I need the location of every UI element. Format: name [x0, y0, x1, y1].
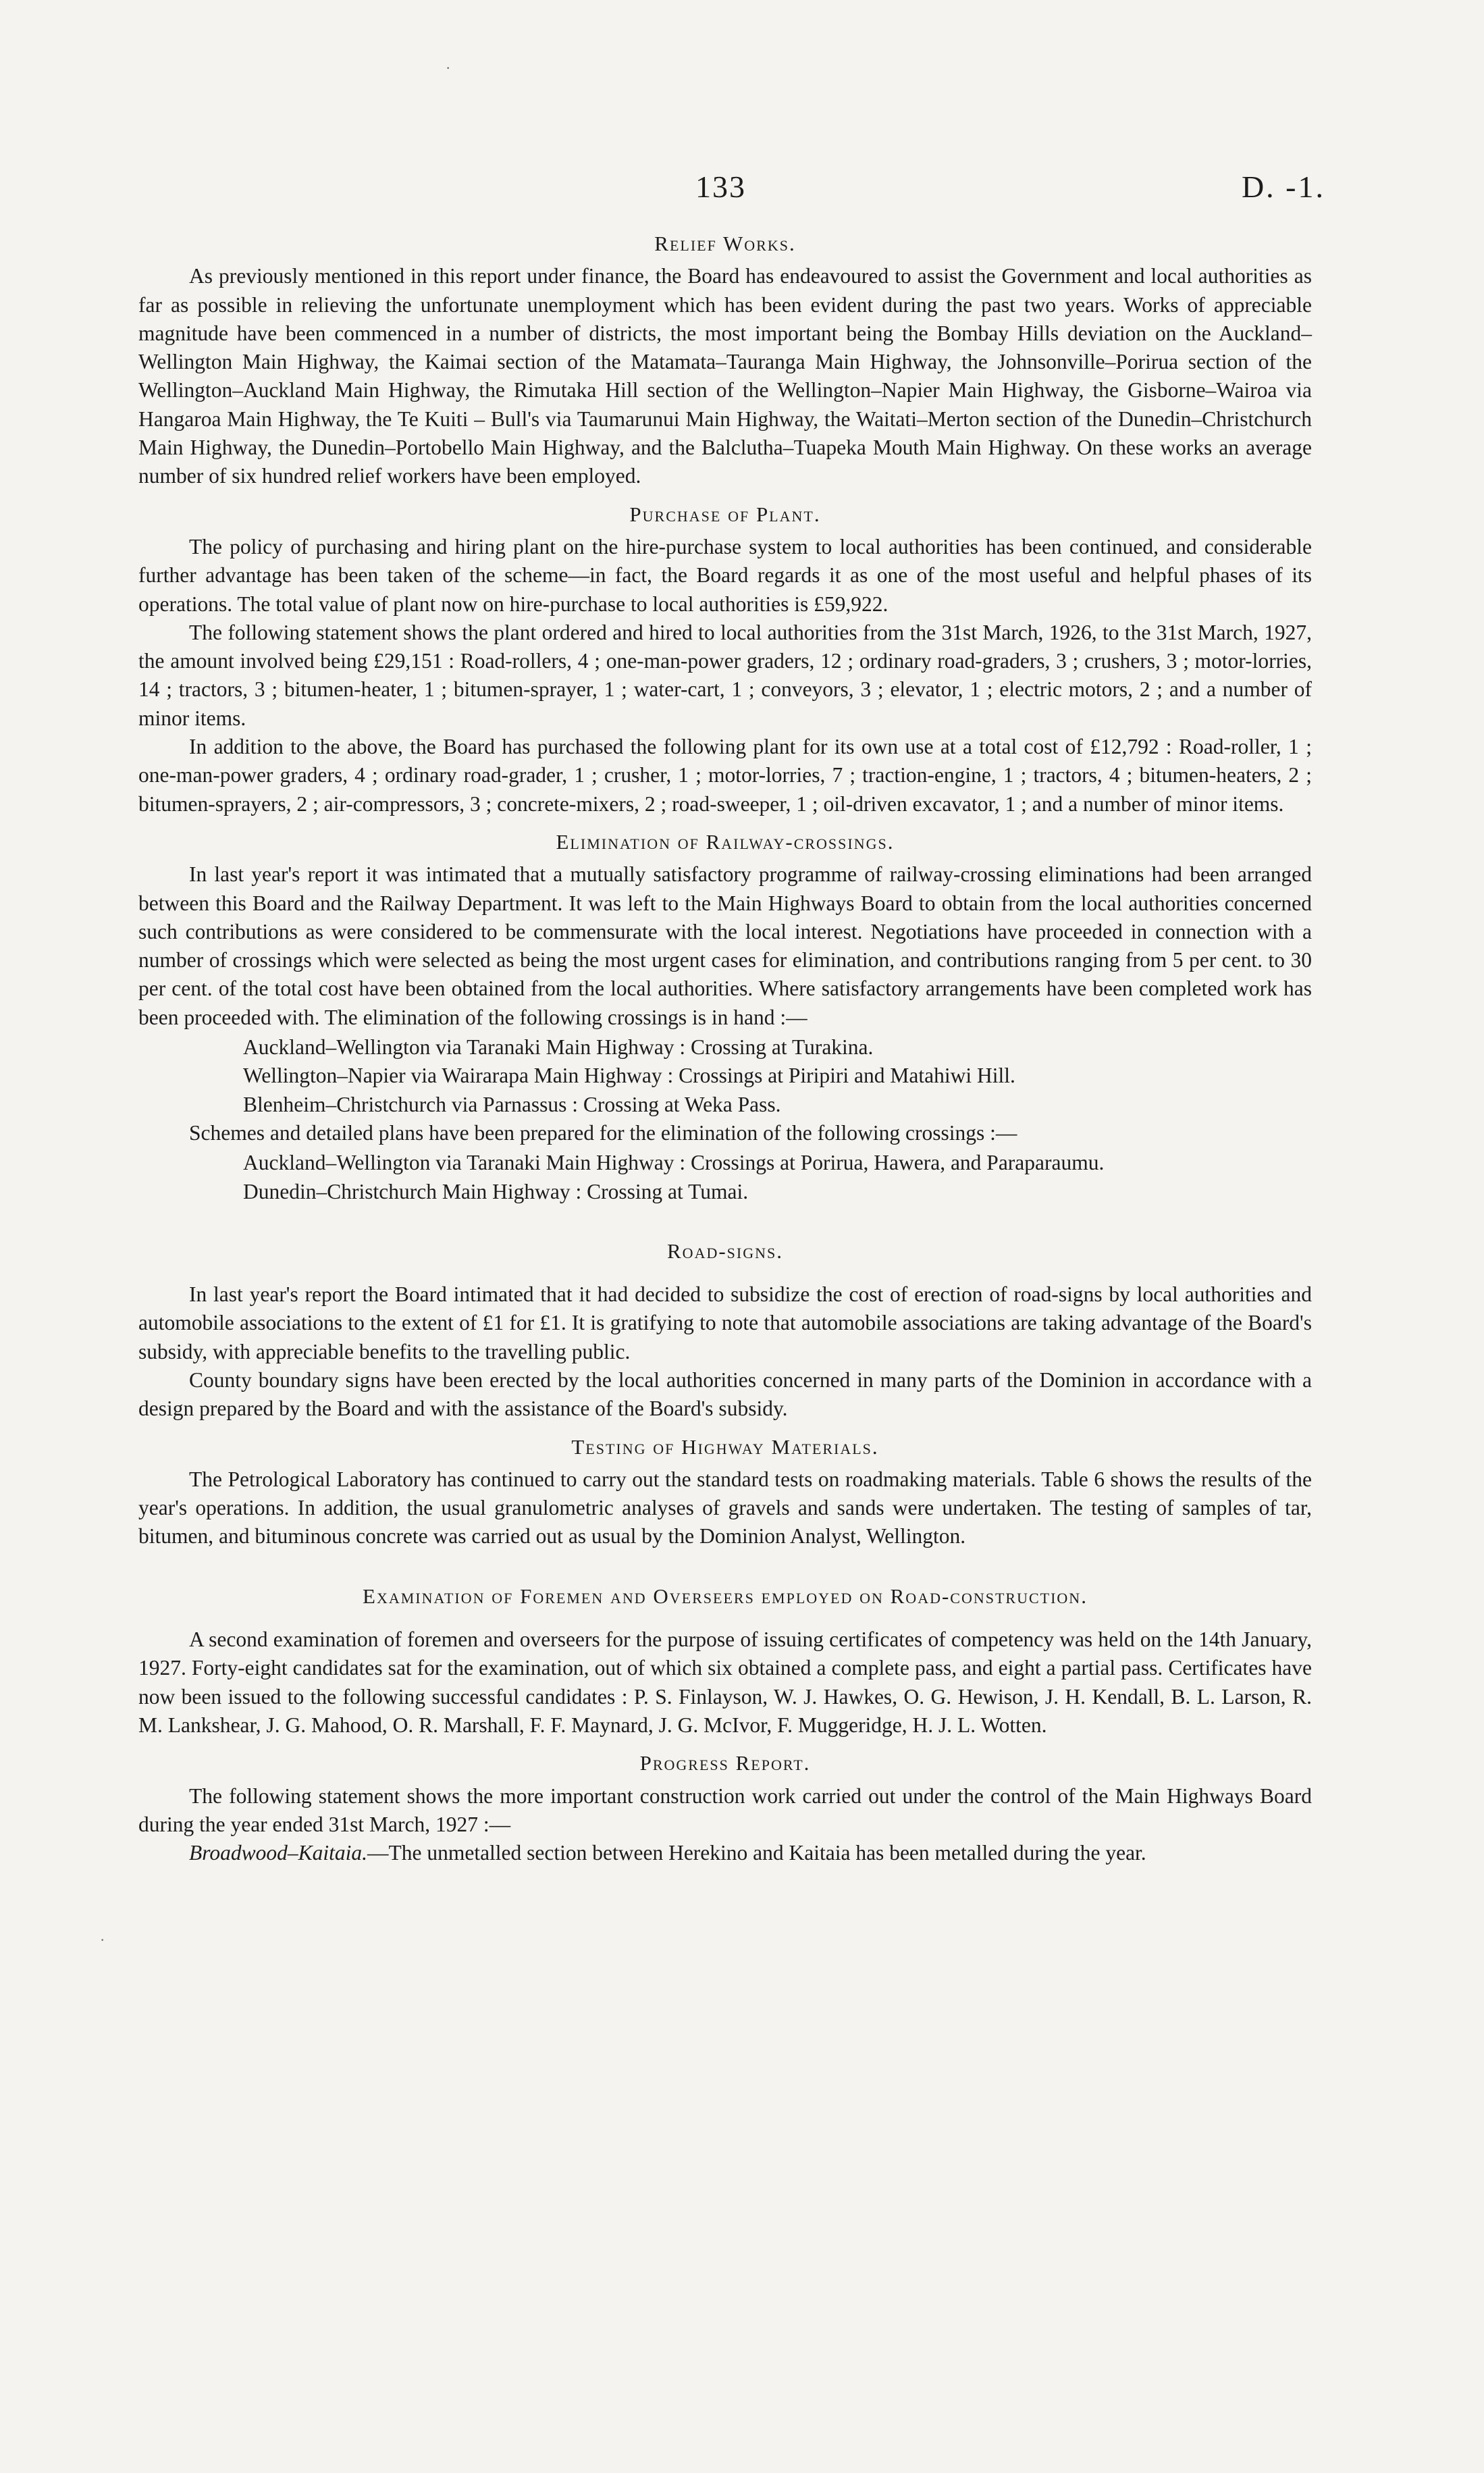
heading-purchase-of-plant: Purchase of Plant. — [629, 502, 821, 526]
plant-paragraph-2: The following statement shows the plant ordered and hired to local authorities from the 31st March, 1926, to the 31st March, 1927, the amount involved being £29,151 : Road-rollers, 4 ; one-man-power graders, 12 ; ordinary road-graders, 3 ; crushers, 3 ; motor-lorries, 14 ; tractors, 3 ; bitumen-heater, 1 ; bitumen-sprayer, 1 ; water-cart, 1 ; conveyors, 3 ; elevator, 1 ; electric motors, 2 ; and a number of minor items. — [138, 620, 1312, 730]
progress-entry — [138, 1839, 1312, 1867]
progress-entry-title: Broadwood–Kaitaia. — [189, 1841, 367, 1865]
heading-testing-materials: Testing of Highway Materials. — [571, 1434, 879, 1459]
list-item: Blenheim–Christchurch via Parnassus : Crossing at Weka Pass. — [243, 1092, 781, 1116]
list-item: Auckland–Wellington via Taranaki Main Highway : Crossings at Porirua, Hawera, and Paraparaumu. — [243, 1151, 1105, 1175]
list-item: Wellington–Napier via Wairarapa Main Highway : Crossings at Piripiri and Matahiwi Hill. — [243, 1064, 1015, 1088]
heading-progress-report: Progress Report. — [639, 1751, 811, 1775]
heading-examination: Examination of Foremen and Overseers employed on Road-construction. — [363, 1584, 1088, 1608]
road-signs-paragraph-1: In last year's report the Board intimated that it had decided to subsidize the cost of erection of road-signs by local authorities and automobile associations to the extent of £1 for £1. It is gratifying to note that automobile associations are taking advantage of the Board's subsidy, with appreciable benefits to the travelling public. — [138, 1282, 1312, 1363]
scan-mark: · — [446, 59, 451, 76]
examination-paragraph: A second examination of foremen and overseers for the purpose of issuing certificates of competency was held on the 14th January, 1927. Forty-eight candidates sat for the examination, out of which six obtained a complete pass, and eight a partial pass. Certificates have now been issued to the following successful candidates : P. S. Finlayson, W. J. Hawkes, O. G. Hewison, J. H. Kendall, B. L. Larson, R. M. Lankshear, J. G. Mahood, O. R. Marshall, F. F. Maynard, J. G. McIvor, F. Muggeridge, H. J. L. Wotten. — [138, 1628, 1312, 1737]
heading-road-signs: Road-signs. — [667, 1239, 783, 1263]
progress-entry-text: —The unmetalled section between Herekino and Kaitaia has been metalled during the year. — [367, 1841, 1146, 1865]
page-body — [138, 230, 1312, 1867]
crossings-schemes-list — [138, 1149, 1312, 1206]
document-reference: D. -1. — [1241, 170, 1325, 204]
relief-works-paragraph: As previously mentioned in this report under finance, the Board has endeavoured to assist the Government and local authorities as far as possible in relieving the unfortunate unemployment which has been evident during the past two years. Works of appreciable magnitude have been commenced in a number of districts, the most important being the Bombay Hills deviation on the Auckland–Wellington Main Highway, the Kaimai section of the Matamata–Tauranga Main Highway, the Johnsonville–Porirua section of the Wellington–Auckland Main Highway, the Rimutaka Hill section of the Wellington–Napier Main Highway, the Gisborne–Wairoa via Hangaroa Main Highway, the Te Kuiti – Bull's via Taumarunui Main Highway, the Waitati–Merton section of the Dunedin–Christchurch Main Highway, the Dunedin–Portobello Main Highway, and the Balclutha–Tuapeka Mouth Main Highway. On these works an average number of six hundred relief workers have been employed. — [138, 264, 1312, 488]
scan-mark: · — [100, 1931, 105, 1948]
page-number: 133 — [695, 170, 746, 204]
heading-relief-works: Relief Works. — [654, 232, 796, 255]
heading-railway-crossings: Elimination of Railway-crossings. — [556, 829, 895, 854]
crossings-in-hand-list — [138, 1033, 1312, 1119]
progress-paragraph: The following statement shows the more important construction work carried out under the control of the Main Highways Board during the year ended 31st March, 1927 :— — [138, 1784, 1312, 1836]
schemes-intro: Schemes and detailed plans have been prepared for the elimination of the following crossings :— — [189, 1120, 1017, 1145]
list-item: Dunedin–Christchurch Main Highway : Crossing at Tumai. — [243, 1179, 749, 1203]
plant-paragraph-3: In addition to the above, the Board has purchased the following plant for its own use at a total cost of £12,792 : Road-roller, 1 ; one-man-power graders, 4 ; ordinary road-grader, 1 ; crusher, 1 ; motor-lorries, 7 ; traction-engine, 1 ; tractors, 4 ; bitumen-heaters, 2 ; bitumen-sprayers, 2 ; air-compressors, 3 ; concrete-mixers, 2 ; road-sweeper, 1 ; oil-driven excavator, 1 ; and a number of minor items. — [138, 735, 1312, 816]
plant-paragraph-1: The policy of purchasing and hiring plant on the hire-purchase system to local authorities has been continued, and considerable further advantage has been taken of the scheme—in fact, the Board regards it as one of the most useful and helpful phases of its operations. The total value of plant now on hire-purchase to local authorities is £59,922. — [138, 534, 1312, 616]
list-item: Auckland–Wellington via Taranaki Main Highway : Crossing at Turakina. — [243, 1035, 874, 1060]
railway-crossings-paragraph: In last year's report it was intimated that a mutually satisfactory programme of railway-crossing eliminations had been arranged between this Board and the Railway Department. It was left to the Main Highways Board to obtain from the local authorities concerned such contributions as were considered to be commensurate with the local interest. Negotiations have proceeded in connection with a number of crossings which were selected as being the most urgent cases for elimination, and contributions ranging from 5 per cent. to 30 per cent. of the total cost have been obtained from the local authorities. Where satisfactory arrangements have been completed work has been proceeded with. The elimination of the following crossings is in hand :— — [138, 862, 1312, 1029]
road-signs-paragraph-2: County boundary signs have been erected by the local authorities concerned in many parts of the Dominion in accordance with a design prepared by the Board and with the assistance of the Board's subsidy. — [138, 1368, 1312, 1421]
testing-paragraph: The Petrological Laboratory has continued to carry out the standard tests on roadmaking materials. Table 6 shows the results of the year's operations. In addition, the usual granulometric analyses of gravels and sands were undertaken. The testing of samples of tar, bitumen, and bituminous concrete was carried out as usual by the Dominion Analyst, Wellington. — [138, 1467, 1312, 1548]
page-header — [0, 162, 1484, 216]
